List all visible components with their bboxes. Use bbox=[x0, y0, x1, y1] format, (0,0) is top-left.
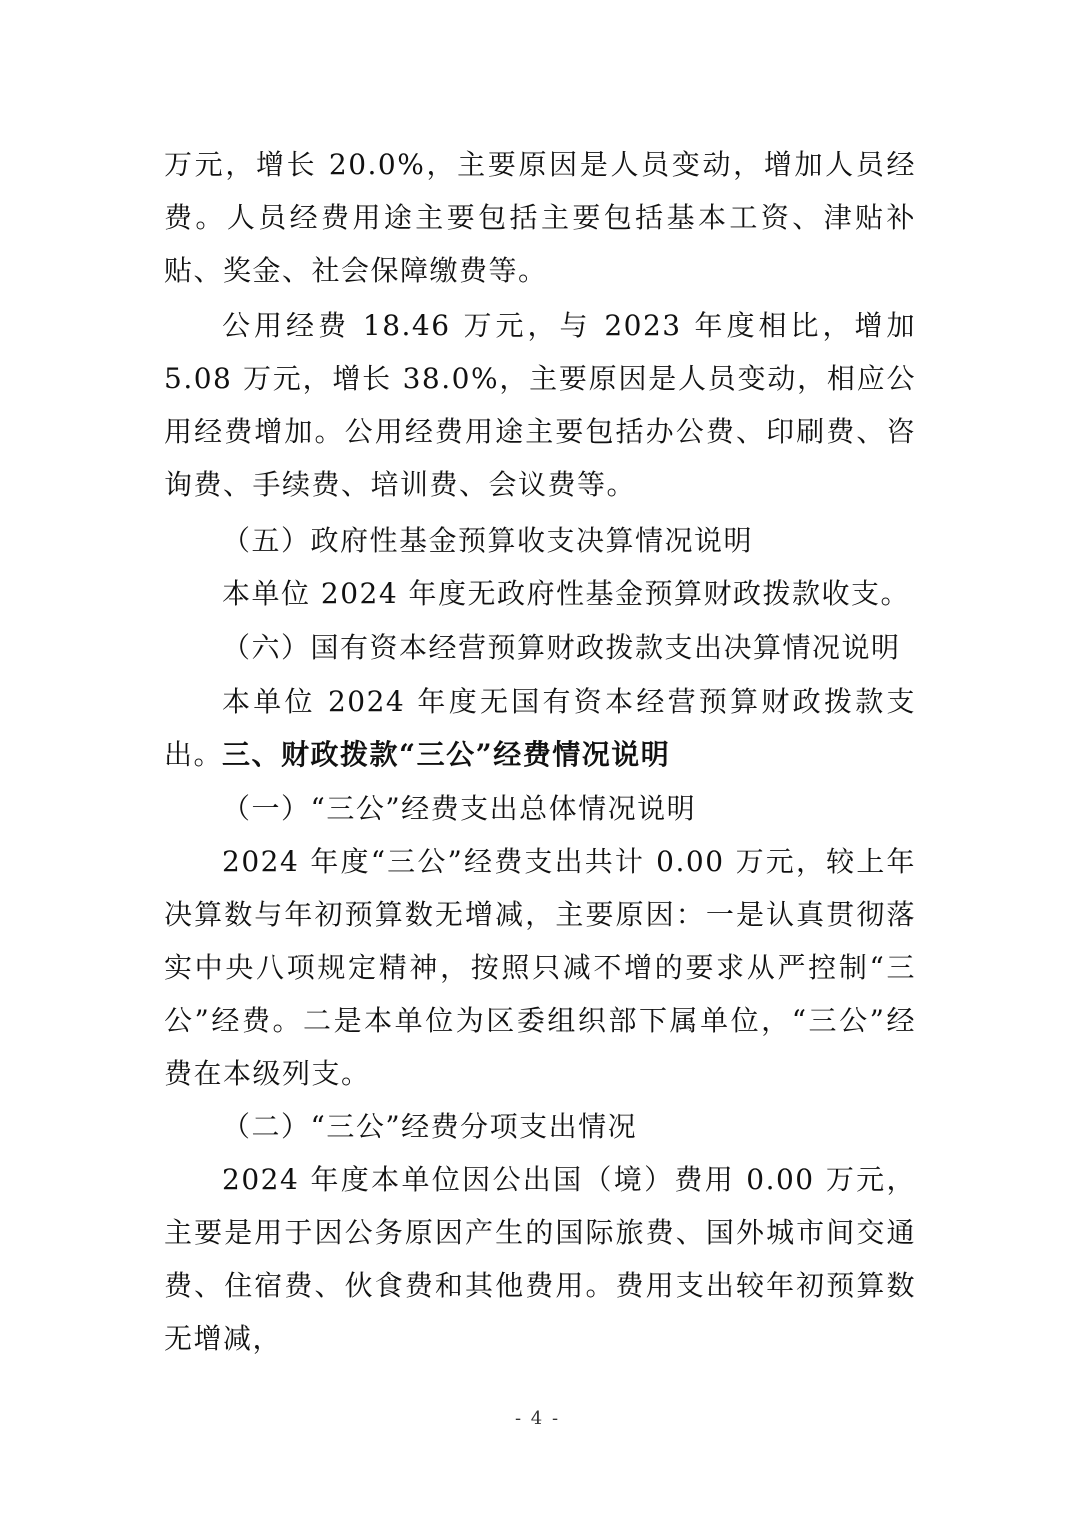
paragraph-public-expenses: 公用经费 18.46 万元，与 2023 年度相比，增加 5.08 万元，增长 38.0%，主要原因是人员变动，相应公用经费增加。公用经费用途主要包括办公费、印刷费、咨询费、手续费、培训费、会议费等。 bbox=[164, 309, 916, 501]
paragraph-overseas-expenses: 2024 年度本单位因公出国（境）费用 0.00 万元，主要是用于因公务原因产生的国际旅费、国外城市间交通费、住宿费、伙食费和其他费用。费用支出较年初预算数无增减， bbox=[164, 1163, 916, 1355]
heading-state-capital: （六）国有资本经营预算财政拨款支出决算情况说明 bbox=[222, 631, 901, 664]
paragraph-overall-three-public: 2024 年度“三公”经费支出共计 0.00 万元，较上年决算数与年初预算数无增减，主要原因：一是认真贯彻落实中央八项规定精神，按照只减不增的要求从严控制“三公”经费。二是本单位为区委组织部下属单位，“三公”经费在本级列支。 bbox=[164, 845, 916, 1090]
heading-government-fund: （五）政府性基金预算收支决算情况说明 bbox=[222, 524, 754, 557]
paragraph-state-capital: 本单位 2024 年度无国有资本经营预算财政拨款支出。 bbox=[164, 685, 916, 771]
paragraph-government-fund: 本单位 2024 年度无政府性基金预算财政拨款收支。 bbox=[222, 577, 911, 610]
heading-itemized-three-public: （二）“三公”经费分项支出情况 bbox=[222, 1110, 638, 1143]
page-number: - 4 - bbox=[514, 1408, 561, 1429]
section-heading-three-public: 三、财政拨款“三公”经费情况说明 bbox=[222, 738, 671, 771]
heading-overall-three-public: （一）“三公”经费支出总体情况说明 bbox=[222, 792, 697, 825]
paragraph-personnel-expenses: 万元，增长 20.0%，主要原因是人员变动，增加人员经费。人员经费用途主要包括主要包括基本工资、津贴补贴、奖金、社会保障缴费等。 bbox=[164, 148, 916, 287]
